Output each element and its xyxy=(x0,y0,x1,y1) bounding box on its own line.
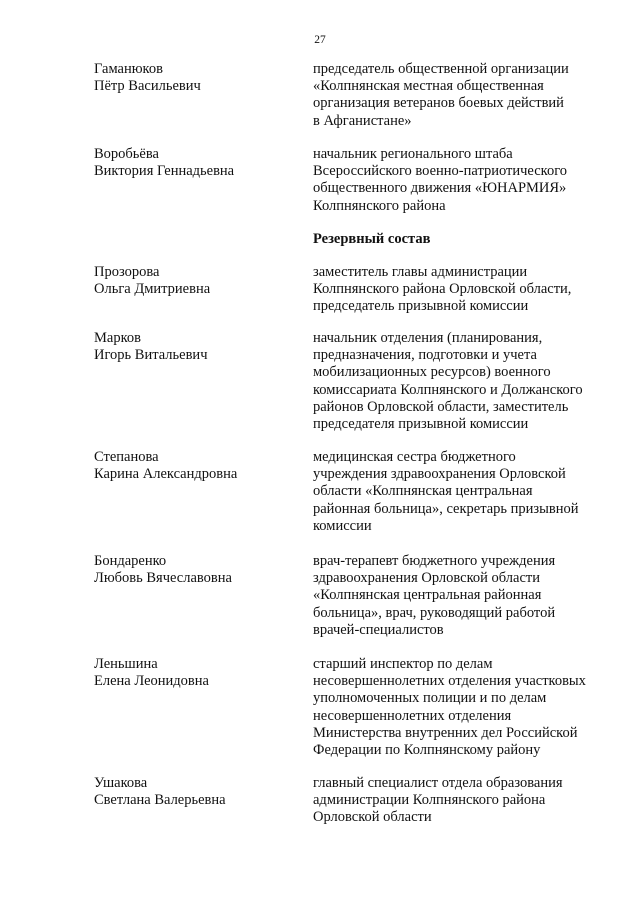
role-line: начальник регионального штаба xyxy=(313,146,513,162)
member-name xyxy=(94,146,294,180)
role-line: комиссии xyxy=(313,517,372,534)
role-line: старший инспектор по делам xyxy=(313,656,493,672)
member-surname: Ушакова xyxy=(94,775,148,791)
member-given-name: Ольга Дмитриевна xyxy=(94,281,211,298)
member-role xyxy=(313,146,613,215)
role-line: уполномоченных полиции и по делам xyxy=(313,690,547,707)
role-line: председателя призывной комиссии xyxy=(313,416,529,433)
role-line: здравоохранения Орловской области xyxy=(313,570,540,587)
member-surname: Марков xyxy=(94,330,141,346)
member-name xyxy=(94,553,294,587)
member-role xyxy=(313,656,613,759)
role-line: мобилизационных ресурсов) военного xyxy=(313,364,551,381)
role-line: администрации Колпнянского района xyxy=(313,792,546,809)
member-surname: Гаманюков xyxy=(94,61,163,77)
role-line: Колпнянского района Орловской области, xyxy=(313,281,572,298)
role-line: Федерации по Колпнянскому району xyxy=(313,742,541,759)
role-line: врач-терапевт бюджетного учреждения xyxy=(313,553,556,569)
role-line: общественного движения «ЮНАРМИЯ» xyxy=(313,180,567,197)
role-line: районов Орловской области, заместитель xyxy=(313,398,569,415)
member-name xyxy=(94,61,294,95)
role-line: комиссариата Колпнянского и Должанского xyxy=(313,381,583,398)
role-line: врачей-специалистов xyxy=(313,621,444,638)
member-given-name: Елена Леонидовна xyxy=(94,673,209,690)
member-surname: Леньшина xyxy=(94,656,158,672)
role-line: «Колпнянская центральная районная xyxy=(313,587,542,604)
role-line: заместитель главы администрации xyxy=(313,264,528,280)
role-line: председатель призывной комиссии xyxy=(313,298,529,315)
member-given-name: Виктория Геннадьевна xyxy=(94,163,235,180)
member-given-name: Любовь Вячеславовна xyxy=(94,570,232,587)
member-surname: Воробьёва xyxy=(94,146,159,162)
role-line: несовершеннолетних отделения участковых xyxy=(313,673,586,690)
role-line: области «Колпнянская центральная xyxy=(313,483,533,500)
role-line: Министерства внутренних дел Российской xyxy=(313,724,578,741)
member-role xyxy=(313,553,613,639)
member-role xyxy=(313,264,613,316)
role-line: начальник отделения (планирования, xyxy=(313,330,543,346)
member-role xyxy=(313,449,613,535)
member-name xyxy=(94,330,294,364)
role-line: в Афганистане» xyxy=(313,112,412,129)
role-line: Орловской области xyxy=(313,809,432,826)
section-heading-reserve: Резервный состав xyxy=(313,231,431,247)
role-line: Колпнянского района xyxy=(313,197,446,214)
page-number: 27 xyxy=(314,34,326,46)
member-given-name: Игорь Витальевич xyxy=(94,347,208,364)
member-given-name: Светлана Валерьевна xyxy=(94,792,226,809)
member-surname: Бондаренко xyxy=(94,553,167,569)
role-line: учреждения здравоохранения Орловской xyxy=(313,466,566,483)
role-line: несовершеннолетних отделения xyxy=(313,707,512,724)
member-role xyxy=(313,775,613,827)
role-line: организация ветеранов боевых действий xyxy=(313,95,564,112)
role-line: медицинская сестра бюджетного xyxy=(313,449,516,465)
member-name xyxy=(94,656,294,690)
role-line: председатель общественной организации xyxy=(313,61,569,77)
member-role xyxy=(313,330,613,433)
role-line: больница», врач, руководящий работой xyxy=(313,604,556,621)
member-given-name: Карина Александровна xyxy=(94,466,238,483)
member-given-name: Пётр Васильевич xyxy=(94,78,201,95)
role-line: районная больница», секретарь призывной xyxy=(313,500,579,517)
role-line: Всероссийского военно-патриотического xyxy=(313,163,568,180)
role-line: «Колпнянская местная общественная xyxy=(313,78,544,95)
member-name xyxy=(94,449,294,483)
member-name xyxy=(94,775,294,809)
role-line: главный специалист отдела образования xyxy=(313,775,563,791)
member-name xyxy=(94,264,294,298)
member-surname: Прозорова xyxy=(94,264,160,280)
member-surname: Степанова xyxy=(94,449,159,465)
role-line: предназначения, подготовки и учета xyxy=(313,347,537,364)
member-role xyxy=(313,61,613,130)
